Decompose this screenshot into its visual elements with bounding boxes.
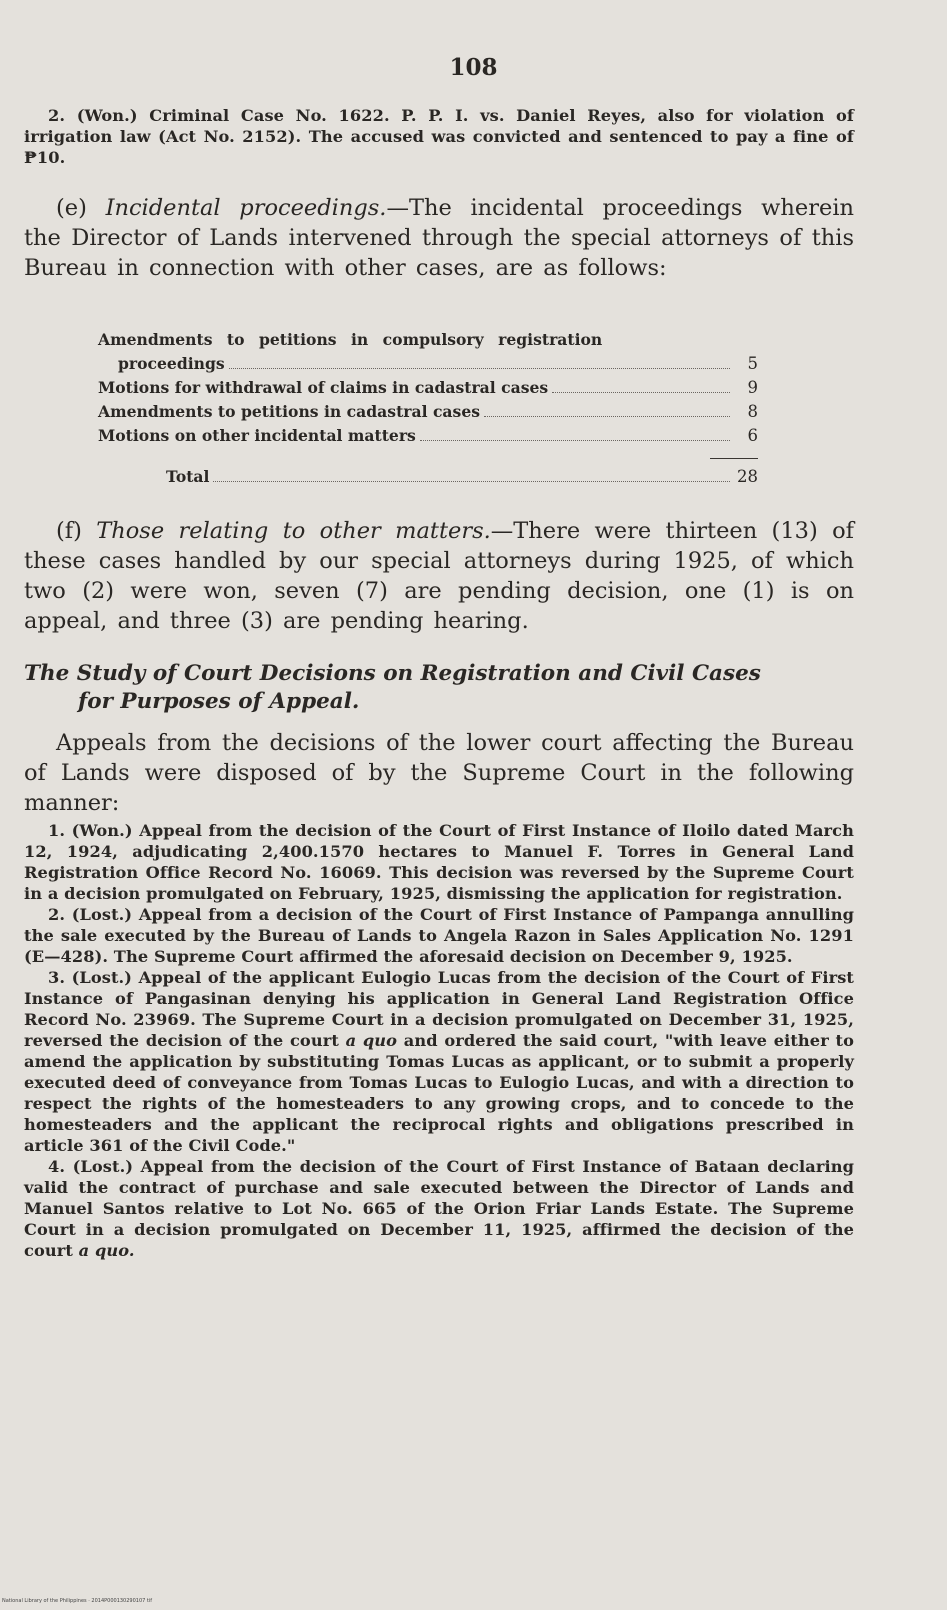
- appeals-paragraph: [24, 728, 854, 818]
- table-row-value: 9: [747, 378, 758, 397]
- total-rule: [710, 458, 758, 459]
- f-text: —There were thirteen (13) of these cases handled by our special attorneys during 1925, of which two (2) were won, seven (7) are pending decision, one (1) is on appeal, and three (3) are pending hearing.: [24, 518, 854, 634]
- appeal-case-2: [24, 904, 854, 967]
- case-2-text: 2. (Won.) Criminal Case No. 1622. P. P. I. vs. Daniel Reyes, also for violation of irrigation law (Act No. 2152). The accused was convicted and sentenced to pay a fine of ₱10.: [24, 106, 854, 167]
- e-italic-heading: Incidental proceedings.: [105, 195, 387, 221]
- leader-dots: [420, 440, 730, 441]
- table-row: [98, 328, 758, 352]
- f-label: (f): [56, 518, 97, 544]
- appeal-case-3-text-b: and ordered the said court, "with leave either to amend the application by substituting Tomas Lucas as applicant, or to submit a properly executed deed of conveyance from Tomas Lucas to Eulogio Lucas, and with a direction to respect the rights of the homesteaders to any growing crops, and to concede to the homesteaders and the applicant the reciprocal rights and obligations prescribed in article 361 of the Civil Code.": [24, 1031, 855, 1155]
- table-row-label: proceedings: [118, 354, 225, 373]
- incidental-proceedings-paragraph: [24, 193, 854, 283]
- appeal-case-3-italic: a quo: [345, 1031, 398, 1050]
- table-row-value: 5: [747, 354, 758, 373]
- heading-line-2: for Purposes of Appeal.: [78, 689, 360, 714]
- appeals-text: Appeals from the decisions of the lower court affecting the Bureau of Lands were disposed of by the Supreme Court in the following manner:: [24, 730, 854, 816]
- table-row: [98, 400, 758, 424]
- e-text: —The incidental proceedings wherein the Director of Lands intervened through the special attorneys of this Bureau in connection with other cases, are as follows:: [24, 195, 855, 281]
- heading-line-1: The Study of Court Decisions on Registration and Civil Cases: [24, 661, 761, 686]
- leader-dots: [552, 392, 730, 393]
- appeal-cases-list: [24, 820, 854, 1261]
- total-value: 28: [737, 467, 758, 486]
- leader-dots: [484, 416, 730, 417]
- appeal-case-4-text: 4. (Lost.) Appeal from the decision of the Court of First Instance of Bataan declaring valid the contract of purchase and sale executed between the Director of Lands and Manuel Santos relative to Lot No. 665 of the Orion Friar Lands Estate. The Supreme Court in a decision promulgated on December 11, 1925, affirmed the decision of the court: [24, 1157, 854, 1260]
- other-matters-paragraph: [24, 516, 854, 636]
- appeal-case-1: [24, 820, 854, 904]
- appeal-case-2-text: 2. (Lost.) Appeal from a decision of the Court of First Instance of Pampanga annulling the sale executed by the Bureau of Lands to Angela Razon in Sales Application No. 1291 (E—428). The Supreme Court affirmed the aforesaid decision on December 9, 1925.: [24, 905, 854, 966]
- case-2-paragraph: [24, 105, 854, 168]
- table-row-value: 6: [747, 426, 758, 445]
- table-row-value: 8: [747, 402, 758, 421]
- appeal-case-1-text: 1. (Won.) Appeal from the decision of the Court of First Instance of Iloilo dated March 12, 1924, adjudicating 2,400.1570 hectares to Manuel F. Torres in General Land Registration Office Record No. 16069. This decision was reversed by the Supreme Court in a decision promulgated on February, 1925, dismissing the application for registration.: [24, 821, 854, 903]
- table-row-label: Motions for withdrawal of claims in cadastral cases: [98, 378, 549, 397]
- appeal-case-4-italic: a quo.: [78, 1241, 135, 1260]
- appeal-case-3-text-a: 3. (Lost.) Appeal of the applicant Eulogio Lucas from the decision of the Court of First Instance of Pangasinan denying his application in General Land Registration Office Record No. 23969. The Supreme Court in a decision promulgated on December 31, 1925, reversed the decision of the court: [24, 968, 854, 1050]
- table-row: [98, 352, 758, 376]
- section-heading: [24, 660, 854, 716]
- leader-dots: [213, 481, 730, 482]
- f-italic-heading: Those relating to other matters.: [96, 518, 491, 544]
- incidental-proceedings-table: [98, 328, 758, 489]
- appeal-case-4: [24, 1156, 854, 1261]
- appeal-case-3: [24, 967, 854, 1156]
- table-row: [98, 424, 758, 448]
- scan-footer: National Library of the Philippines · 2014P000130290107 tif: [2, 1598, 153, 1604]
- total-label: Total: [166, 467, 210, 486]
- table-row-label: Motions on other incidental matters: [98, 426, 416, 445]
- page-number: 108: [449, 54, 498, 81]
- table-row: [98, 376, 758, 400]
- leader-dots: [229, 368, 730, 369]
- table-row-label: Amendments to petitions in cadastral cases: [98, 402, 481, 421]
- table-row-label: Amendments to petitions in compulsory registration: [98, 330, 603, 349]
- e-label: (e): [56, 195, 106, 221]
- table-total-row: [98, 465, 758, 489]
